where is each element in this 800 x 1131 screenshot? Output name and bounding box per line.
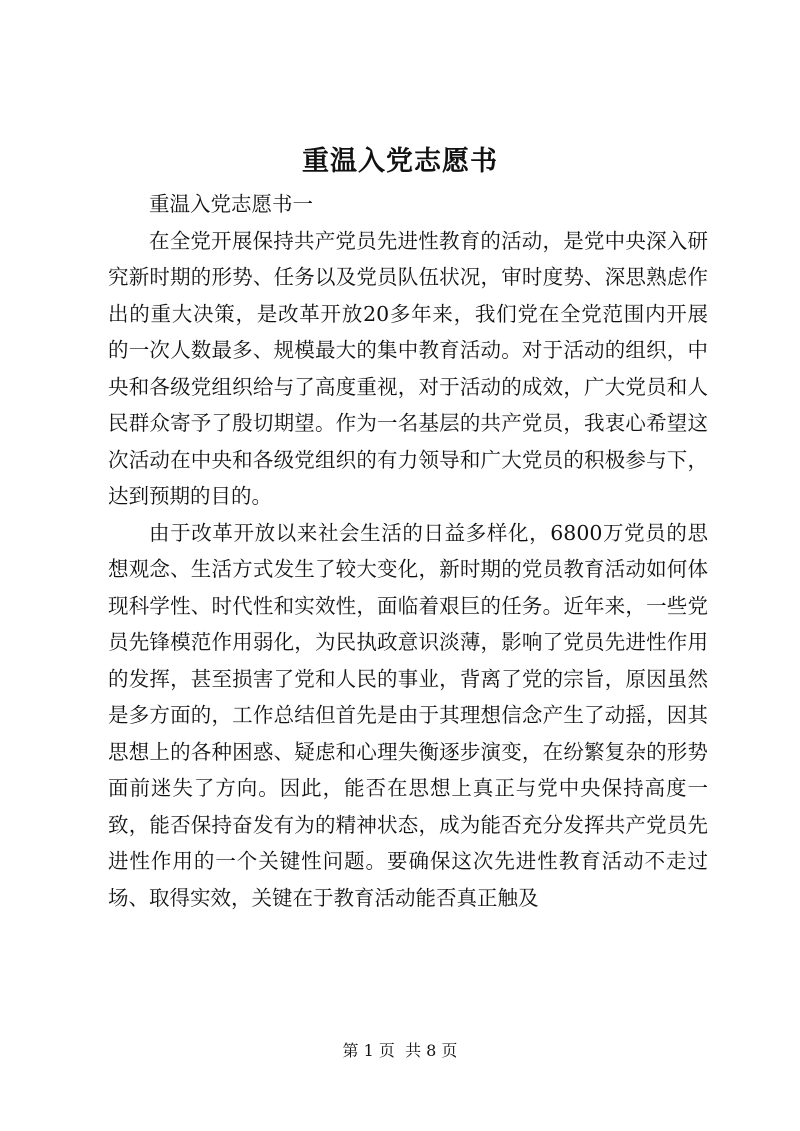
body-paragraph-1: 在全党开展保持共产党员先进性教育的活动，是党中央深入研究新时期的形势、任务以及党员队伍状况，审时度势、深思熟虑作出的重大决策，是改革开放20多年来，我们党在全党范围内开展的一次人数最多、规模最大的集中教育活动。对于活动的组织，中央和各级党组织给与了高度重视，对于活动的成效，广大党员和人民群众寄予了殷切期望。作为一名基层的共产党员，我衷心希望这次活动在中央和各级党组织的有力领导和广大党员的积极参与下，达到预期的目的。 [108, 228, 708, 508]
body-paragraph-2: 由于改革开放以来社会生活的日益多样化，6800万党员的思想观念、生活方式发生了较大变化，新时期的党员教育活动如何体现科学性、时代性和实效性，面临着艰巨的任务。近年来，一些党员先锋模范作用弱化，为民执政意识淡薄，影响了党员先进性作用的发挥，甚至损害了党和人民的事业，背离了党的宗旨，原因虽然是多方面的，工作总结但首先是由于其理想信念产生了动摇，因其思想上的各种困惑、疑虑和心理失衡逐步演变，在纷繁复杂的形势面前迷失了方向。因此，能否在思想上真正与党中央保持高度一致，能否保持奋发有为的精神状态，成为能否充分发挥共产党员先进性作用的一个关键性问题。要确保这次先进性教育活动不走过场、取得实效，关键在于教育活动能否真正触及 [108, 520, 708, 910]
page-footer [0, 1040, 800, 1062]
page-number-label: 第 1 页 共 8 页 [342, 1041, 458, 1060]
document-body [108, 186, 708, 916]
document-title: 重温入党志愿书 [302, 146, 498, 177]
section-subheading: 重温入党志愿书一 [149, 192, 313, 216]
